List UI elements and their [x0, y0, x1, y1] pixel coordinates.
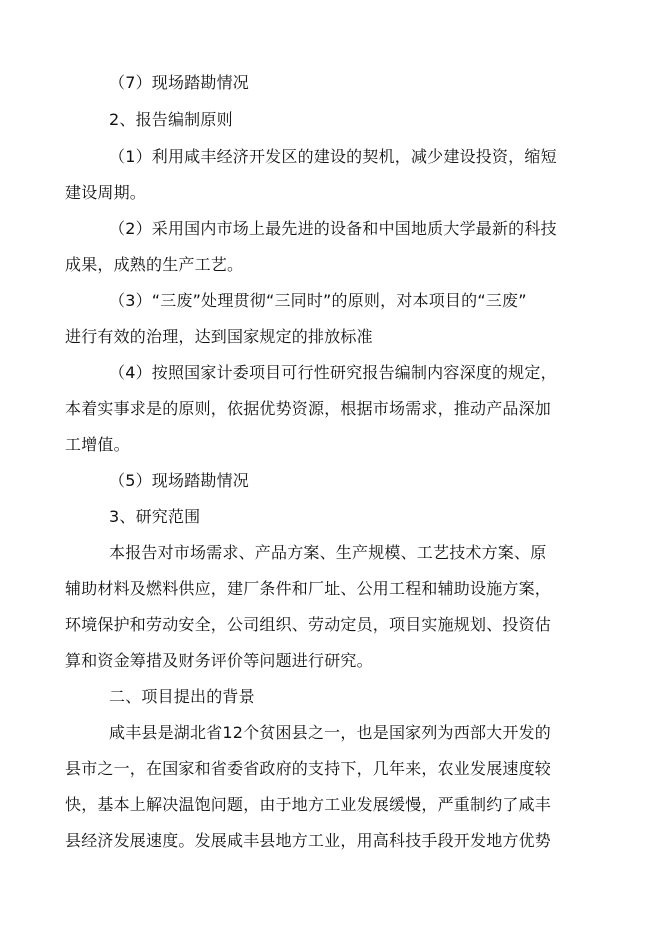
paragraph-1-line-1: （1）利用咸丰经济开发区的建设的契机，减少建设投资，缩短 — [109, 147, 557, 166]
paragraph-3-line-1: （3）“三废”处理贯彻“三同时”的原则，对本项目的“三废” — [109, 291, 527, 310]
paragraph-3-line-2: 进行有效的治理，达到国家规定的排放标准 — [65, 327, 373, 346]
paragraph-2-line-1: （2）采用国内市场上最先进的设备和中国地质大学最新的科技 — [109, 219, 557, 238]
paragraph-1-line-2: 建设周期。 — [65, 183, 147, 202]
section-heading-background: 二、项目提出的背景 — [109, 687, 255, 706]
paragraph-6-line-1: 咸丰县是湖北省12个贫困县之一，也是国家列为西部大开发的 — [109, 723, 551, 742]
paragraph-6-line-4: 县经济发展速度。发展咸丰县地方工业，用高科技手段开发地方优势 — [65, 831, 552, 850]
paragraph-6-line-2: 县市之一，在国家和省委省政府的支持下，几年来，农业发展速度较 — [65, 759, 552, 778]
section-heading-scope: 3、研究范围 — [109, 507, 201, 526]
paragraph-2-line-2: 成果，成熟的生产工艺。 — [65, 255, 244, 274]
section-item-5: （5）现场踏勘情况 — [109, 471, 249, 490]
paragraph-4-line-2: 本着实事求是的原则，依据优势资源，根据市场需求，推动产品深加 — [65, 399, 552, 418]
paragraph-5-line-3: 环境保护和劳动安全，公司组织、劳动定员，项目实施规划、投资估 — [65, 615, 552, 634]
paragraph-5-line-1: 本报告对市场需求、产品方案、生产规模、工艺技术方案、原 — [109, 543, 547, 562]
paragraph-4-line-3: 工增值。 — [65, 435, 130, 454]
section-item-7: （7）现场踏勘情况 — [109, 73, 249, 92]
paragraph-4-line-1: （4）按照国家计委项目可行性研究报告编制内容深度的规定， — [109, 363, 557, 382]
paragraph-5-line-2: 辅助材料及燃料供应，建厂条件和厂址、公用工程和辅助设施方案， — [65, 579, 552, 598]
paragraph-5-line-4: 算和资金筹措及财务评价等问题进行研究。 — [65, 651, 373, 670]
paragraph-6-line-3: 快，基本上解决温饱问题，由于地方工业发展缓慢，严重制约了咸丰 — [65, 795, 552, 814]
section-heading-principles: 2、报告编制原则 — [109, 110, 233, 129]
